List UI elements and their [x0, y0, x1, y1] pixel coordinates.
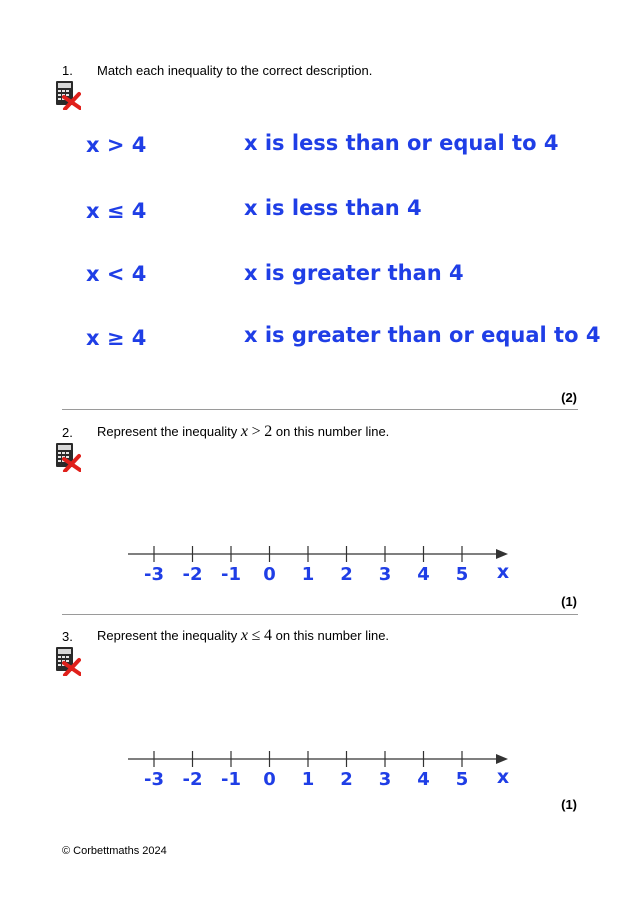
question-2-marks: (1)	[561, 594, 577, 609]
question-3-variable: x	[240, 627, 248, 644]
question-1-text: Match each inequality to the correct description.	[97, 63, 373, 78]
tick-label: 0	[263, 769, 276, 790]
no-calculator-icon	[55, 442, 81, 477]
question-1-number: 1.	[62, 63, 73, 78]
tick-label: -3	[144, 769, 164, 790]
inequality-3[interactable]: x < 4	[86, 262, 147, 286]
description-2[interactable]: x is less than 4	[244, 196, 422, 220]
question-3-value: 4	[263, 627, 272, 644]
question-3-operator: ≤	[251, 627, 261, 644]
tick-label: -2	[182, 564, 203, 585]
divider	[62, 409, 578, 410]
tick-label: 1	[301, 564, 315, 585]
inequality-1[interactable]: x > 4	[86, 133, 147, 157]
arrow-right-icon	[496, 549, 508, 559]
question-2-text-after: on this number line.	[275, 424, 390, 439]
tick-label: -1	[221, 564, 241, 585]
number-line-q2[interactable]	[120, 540, 520, 590]
question-2-value: 2	[264, 423, 273, 440]
tick-label: 5	[455, 769, 469, 790]
footer-copyright: © Corbettmaths 2024	[62, 845, 167, 857]
tick-label: 2	[340, 564, 353, 585]
tick-label: 5	[455, 564, 469, 585]
description-1[interactable]: x is less than or equal to 4	[244, 131, 559, 155]
tick-label: 1	[301, 769, 315, 790]
description-4[interactable]: x is greater than or equal to 4	[244, 323, 601, 347]
question-2-text-before: Represent the inequality	[97, 424, 238, 439]
arrow-right-icon	[496, 754, 508, 764]
tick-label: -3	[144, 564, 164, 585]
inequality-2[interactable]: x ≤ 4	[86, 199, 147, 223]
tick-label: 2	[340, 769, 353, 790]
tick-label: 3	[378, 769, 392, 790]
number-line-q3[interactable]	[120, 745, 520, 795]
no-calculator-icon	[55, 646, 81, 681]
question-3-number: 3.	[62, 629, 73, 644]
inequality-4[interactable]: x ≥ 4	[86, 326, 147, 350]
question-2-number: 2.	[62, 425, 73, 440]
no-calculator-icon	[55, 80, 81, 115]
tick-label: -1	[221, 769, 241, 790]
question-2-variable: x	[240, 423, 248, 440]
axis-label: x	[496, 766, 510, 788]
question-1-marks: (2)	[561, 390, 577, 405]
question-2-text	[97, 423, 389, 441]
question-3-marks: (1)	[561, 797, 577, 812]
tick-label: 4	[417, 564, 430, 585]
question-3-text-after: on this number line.	[275, 628, 390, 643]
question-3-text-before: Represent the inequality	[97, 628, 238, 643]
tick-label: 3	[378, 564, 392, 585]
description-3[interactable]: x is greater than 4	[244, 261, 464, 285]
question-2-operator: >	[251, 423, 261, 440]
divider	[62, 614, 578, 615]
question-3-text	[97, 627, 389, 645]
tick-label: -2	[182, 769, 203, 790]
axis-label: x	[496, 561, 510, 583]
tick-label: 0	[263, 564, 276, 585]
tick-label: 4	[417, 769, 430, 790]
